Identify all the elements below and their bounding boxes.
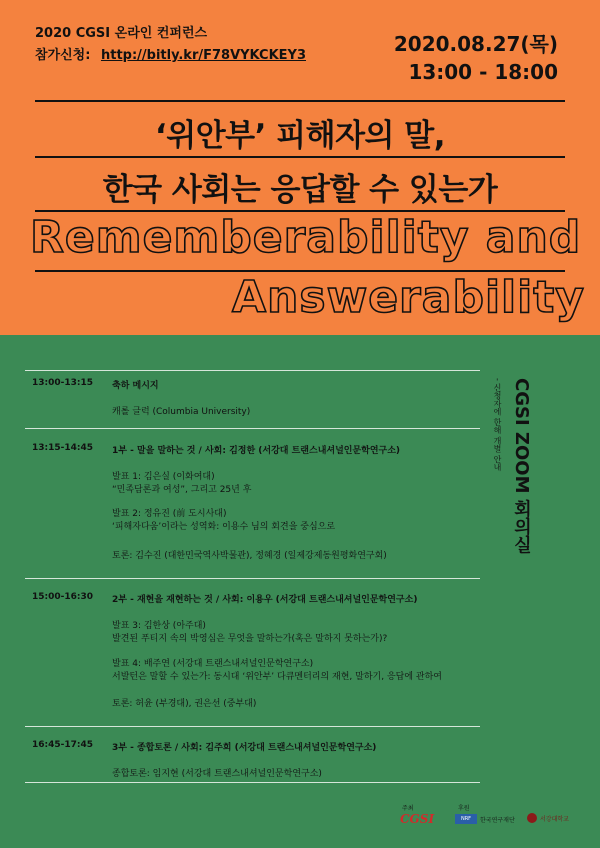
discussants: 토론: 허윤 (부경대), 권은선 (중부대) [112, 699, 257, 709]
nrf-logo-text: 한국연구재단 [480, 816, 515, 824]
english-title-2: Answerability [232, 272, 585, 323]
title-line-1: ‘위안부’ 피해자의 말, [155, 118, 445, 154]
presenter: 발표 3: 김한상 (아주대) [112, 621, 206, 631]
presentation-topic: “민족담론과 여성”, 그리고 25년 후 [112, 485, 252, 495]
session-time: 15:00-16:30 [32, 592, 94, 602]
presenter: 발표 4: 배주연 (서강대 트랜스내셔널인문학연구소) [112, 659, 314, 669]
top-section [0, 0, 600, 335]
zoom-room-note: - 신청자에 한해 개별 안내 [493, 378, 502, 472]
divider [35, 156, 565, 158]
presenter: 발표 1: 김은실 (이화여대) [112, 472, 215, 482]
session-title: 축하 메시지 [112, 381, 159, 391]
sogang-logo [527, 813, 569, 823]
nrf-mark-icon: NRF [455, 814, 477, 824]
presenter: 발표 2: 정유진 (前 도시사대) [112, 509, 227, 519]
zoom-room-title: CGSI ZOOM 회의실 [511, 378, 532, 554]
session-time: 16:45-17:45 [32, 740, 94, 750]
signup-label: 참가신청: [35, 48, 91, 63]
divider [35, 100, 565, 102]
sogang-seal-icon [527, 813, 537, 823]
divider [25, 578, 480, 579]
signup-link[interactable]: http://bitly.kr/F78VYKCKEY3 [100, 48, 306, 63]
discussants: 토론: 김수진 (대한민국역사박물관), 정혜경 (일제강제동원평화연구회) [112, 551, 387, 561]
divider [25, 726, 480, 727]
speaker: 캐롤 글럭 (Columbia University) [112, 407, 251, 417]
session-title: 2부 - 재현을 재현하는 것 / 사회: 이용우 (서강대 트랜스내셔널인문학연구소) [112, 595, 418, 605]
signup-line [35, 44, 306, 63]
english-title-1: Rememberability and [30, 212, 582, 263]
nrf-logo [455, 814, 515, 824]
event-date: 2020.08.27(목) [393, 32, 558, 56]
sogang-logo-text: 서강대학교 [540, 815, 569, 823]
title-line-2: 한국 사회는 응답할 수 있는가 [102, 172, 498, 208]
divider [25, 428, 480, 429]
divider [25, 370, 480, 371]
presentation-topic: 발견된 푸티지 속의 박영심은 무엇을 말하는가(혹은 말하지 못하는가)? [112, 634, 388, 644]
event-time: 13:00 - 18:00 [408, 60, 558, 84]
presentation-topic: 서발턴은 말할 수 있는가: 동시대 ‘위안부’ 다큐멘터리의 재현, 말하기, 응답에 관하여 [112, 672, 442, 682]
conference-name: 2020 CGSI 온라인 컨퍼런스 [35, 26, 208, 41]
divider [25, 782, 480, 783]
support-label: 후원 [458, 805, 470, 812]
discussants: 종합토론: 임지현 (서강대 트랜스내셔널인문학연구소) [112, 769, 322, 779]
session-title: 3부 - 종합토론 / 사회: 김주희 (서강대 트랜스내셔널인문학연구소) [112, 743, 377, 753]
session-time: 13:00-13:15 [32, 378, 94, 388]
presentation-topic: ‘피해자다움’이라는 성역화: 이용수 님의 회견을 중심으로 [112, 522, 336, 532]
cgsi-logo: CGSI [400, 812, 435, 826]
session-title: 1부 - 말을 말하는 것 / 사회: 김정한 (서강대 트랜스내셔널인문학연구소) [112, 446, 401, 456]
session-time: 13:15-14:45 [32, 443, 94, 453]
host-label: 주최 [402, 805, 414, 812]
